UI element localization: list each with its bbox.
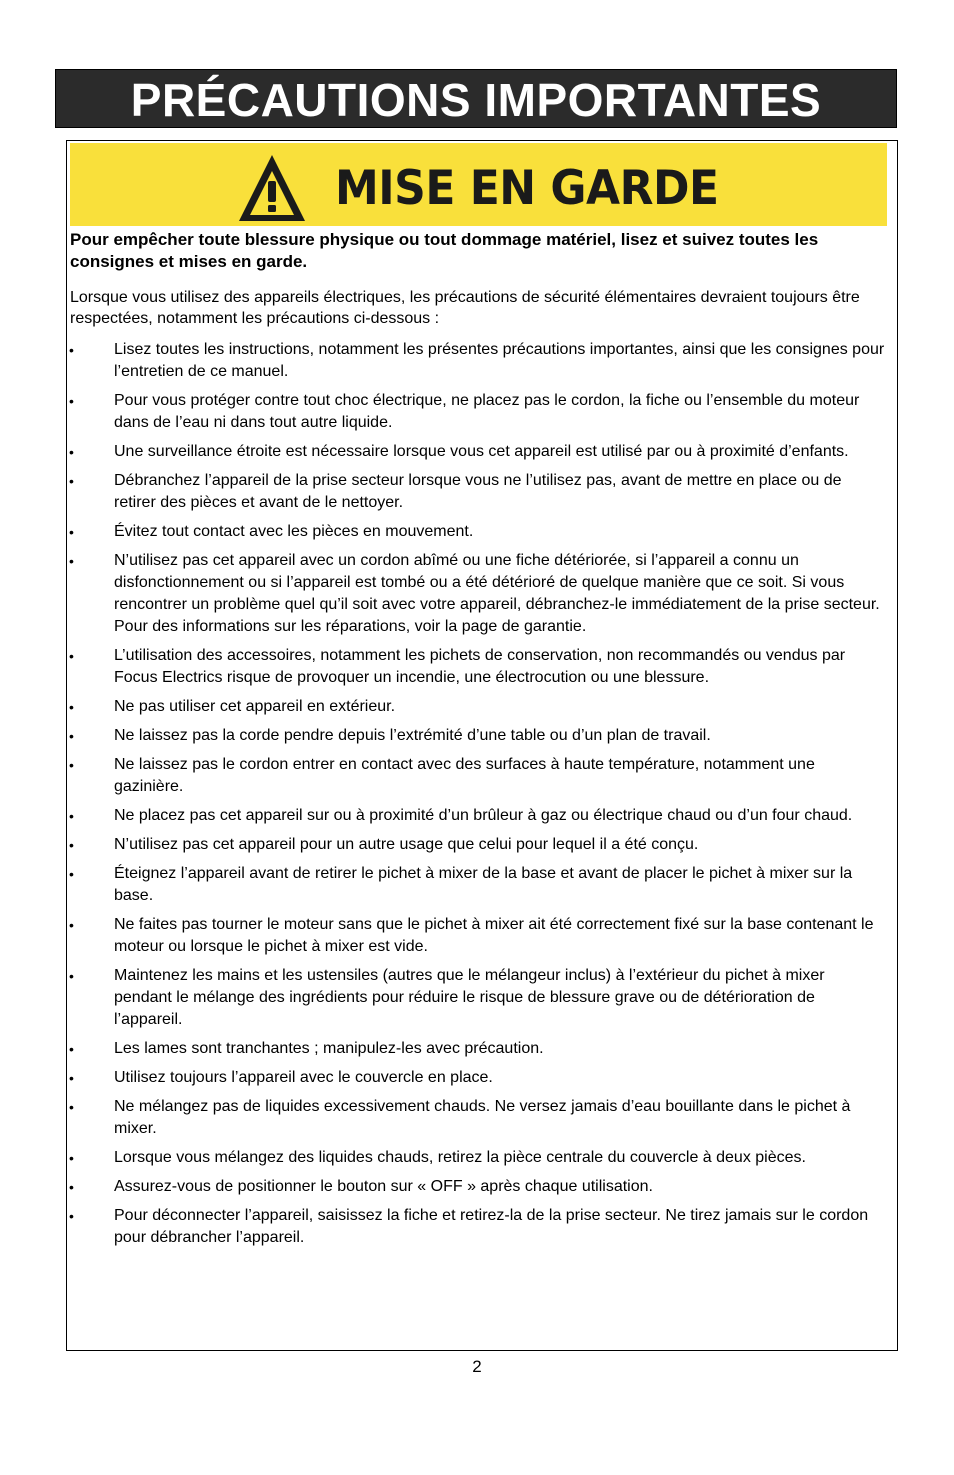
- list-item-text: Ne placez pas cet appareil sur ou à proximité d’un brûleur à gaz ou électrique chaud ou d’un four chaud.: [114, 807, 853, 824]
- bullet-marker: •: [69, 444, 74, 460]
- list-item: [67, 914, 897, 958]
- bullet-marker: •: [69, 648, 74, 664]
- list-item-text: Ne mélangez pas de liquides excessivement chauds. Ne versez jamais d’eau bouillante dans le pichet à mixer.: [114, 1098, 851, 1137]
- bullet-marker: •: [69, 1208, 74, 1224]
- list-item-text: Lorsque vous mélangez des liquides chauds, retirez la pièce centrale du couvercle à deux pièces.: [114, 1149, 806, 1166]
- list-item-text: Assurez-vous de positionner le bouton sur « OFF » après chaque utilisation.: [114, 1178, 653, 1195]
- list-item-text: Une surveillance étroite est nécessaire lorsque vous cet appareil est utilisé par ou à proximité d’enfants.: [114, 443, 849, 460]
- bullet-marker: •: [69, 1041, 74, 1057]
- list-item: [67, 1038, 897, 1060]
- list-item: [67, 1205, 897, 1249]
- list-item-text: N’utilisez pas cet appareil pour un autre usage que celui pour lequel il a été conçu.: [114, 836, 699, 853]
- intro-paragraph: Lorsque vous utilisez des appareils électriques, les précautions de sécurité élémentaires devraient toujours être respectées, notamment les précautions ci-dessous :: [70, 289, 860, 327]
- bullet-marker: •: [69, 866, 74, 882]
- list-item-text: Ne faites pas tourner le moteur sans que le pichet à mixer ait été correctement fixé sur la base contenant le moteur ou lorsque le pichet à mixer est vide.: [114, 916, 874, 955]
- bullet-marker: •: [69, 473, 74, 489]
- list-item: [67, 1067, 897, 1089]
- bullet-marker: •: [69, 1150, 74, 1166]
- list-item-text: Maintenez les mains et les ustensiles (autres que le mélangeur inclus) à l’extérieur du pichet à mixer pendant le mélange des ingrédients pour réduire le risque de blessure grave ou de détérioration de l’appareil.: [114, 967, 825, 1028]
- lead-warning-text: Pour empêcher toute blessure physique ou tout dommage matériel, lisez et suivez toutes les consignes et mises en garde.: [70, 230, 819, 271]
- bullet-marker: •: [69, 917, 74, 933]
- list-item: [67, 725, 897, 747]
- list-item-text: Lisez toutes les instructions, notamment les présentes précautions importantes, ainsi que les consignes pour l’entretien de ce manuel.: [114, 341, 885, 380]
- list-item: [67, 339, 897, 383]
- list-item-text: Débranchez l’appareil de la prise secteur lorsque vous ne l’utilisez pas, avant de mettre en place ou de retirer des pièces et avant de le nettoyer.: [114, 472, 842, 511]
- bullet-marker: •: [69, 524, 74, 540]
- list-item-text: N’utilisez pas cet appareil avec un cordon abîmé ou une fiche détériorée, si l’appareil a connu un disfonctionnement ou si l’appareil est tombé ou a été détérioré de quelque manière que ce soit. Si vous rencontrer un problème quel qu’il soit avec votre appareil, débranchez-le immédiatement de la prise secteur. Pour des informations sur les réparations, voir la page de garantie.: [114, 552, 880, 635]
- bullet-marker: •: [69, 342, 74, 358]
- list-item: [67, 834, 897, 856]
- list-item-text: Ne laissez pas le cordon entrer en contact avec des surfaces à haute température, notamment une gazinière.: [114, 756, 815, 795]
- bullet-marker: •: [69, 1099, 74, 1115]
- title-bar: [55, 69, 897, 128]
- list-item-text: Pour déconnecter l’appareil, saisissez la fiche et retirez-la de la prise secteur. Ne tirez jamais sur le cordon pour débrancher l’appareil.: [114, 1207, 869, 1246]
- bullet-marker: •: [69, 757, 74, 773]
- bullet-marker: •: [69, 808, 74, 824]
- bullet-marker: •: [69, 968, 74, 984]
- list-item-text: Pour vous protéger contre tout choc électrique, ne placez pas le cordon, la fiche ou l’ensemble du moteur dans de l’eau ni dans tout autre liquide.: [114, 392, 860, 431]
- list-item: [67, 1176, 897, 1198]
- list-item: [67, 805, 897, 827]
- bullet-marker: •: [69, 699, 74, 715]
- bullet-marker: •: [69, 1179, 74, 1195]
- bullet-marker: •: [69, 728, 74, 744]
- list-item-text: Éteignez l’appareil avant de retirer le pichet à mixer de la base et avant de placer le pichet à mixer sur la base.: [114, 865, 853, 904]
- bullet-marker: •: [69, 393, 74, 409]
- bullet-marker: •: [69, 1070, 74, 1086]
- warning-banner: [70, 143, 887, 226]
- list-item-text: Évitez tout contact avec les pièces en mouvement.: [114, 523, 474, 540]
- page-number: 2: [472, 1357, 482, 1376]
- list-item-text: Ne pas utiliser cet appareil en extérieur.: [114, 698, 396, 715]
- list-item: [67, 696, 897, 718]
- bullet-marker: •: [69, 837, 74, 853]
- list-item: [67, 441, 897, 463]
- warning-triangle-icon: [236, 151, 308, 223]
- list-item-text: Ne laissez pas la corde pendre depuis l’extrémité d’une table ou d’un plan de travail.: [114, 727, 711, 744]
- list-item: [67, 390, 897, 434]
- list-item: [67, 470, 897, 514]
- list-item-text: Les lames sont tranchantes ; manipulez-les avec précaution.: [114, 1040, 544, 1057]
- list-item-text: Utilisez toujours l’appareil avec le couvercle en place.: [114, 1069, 493, 1086]
- list-item: [67, 1147, 897, 1169]
- bullet-marker: •: [69, 553, 74, 569]
- list-item-text: L’utilisation des accessoires, notamment les pichets de conservation, non recommandés ou vendus par Focus Electrics risque de provoquer un incendie, une électrocution ou une blessure.: [114, 647, 846, 686]
- list-item: [67, 965, 897, 1031]
- list-item: [67, 1096, 897, 1140]
- list-item: [67, 863, 897, 907]
- list-item: [67, 521, 897, 543]
- list-item: [67, 550, 897, 638]
- precautions-list: [67, 339, 897, 1256]
- precautions-box: [66, 140, 898, 1351]
- list-item: [67, 645, 897, 689]
- warning-label: MISE EN GARDE: [335, 160, 719, 216]
- list-item: [67, 754, 897, 798]
- page-title: PRÉCAUTIONS IMPORTANTES: [130, 73, 822, 126]
